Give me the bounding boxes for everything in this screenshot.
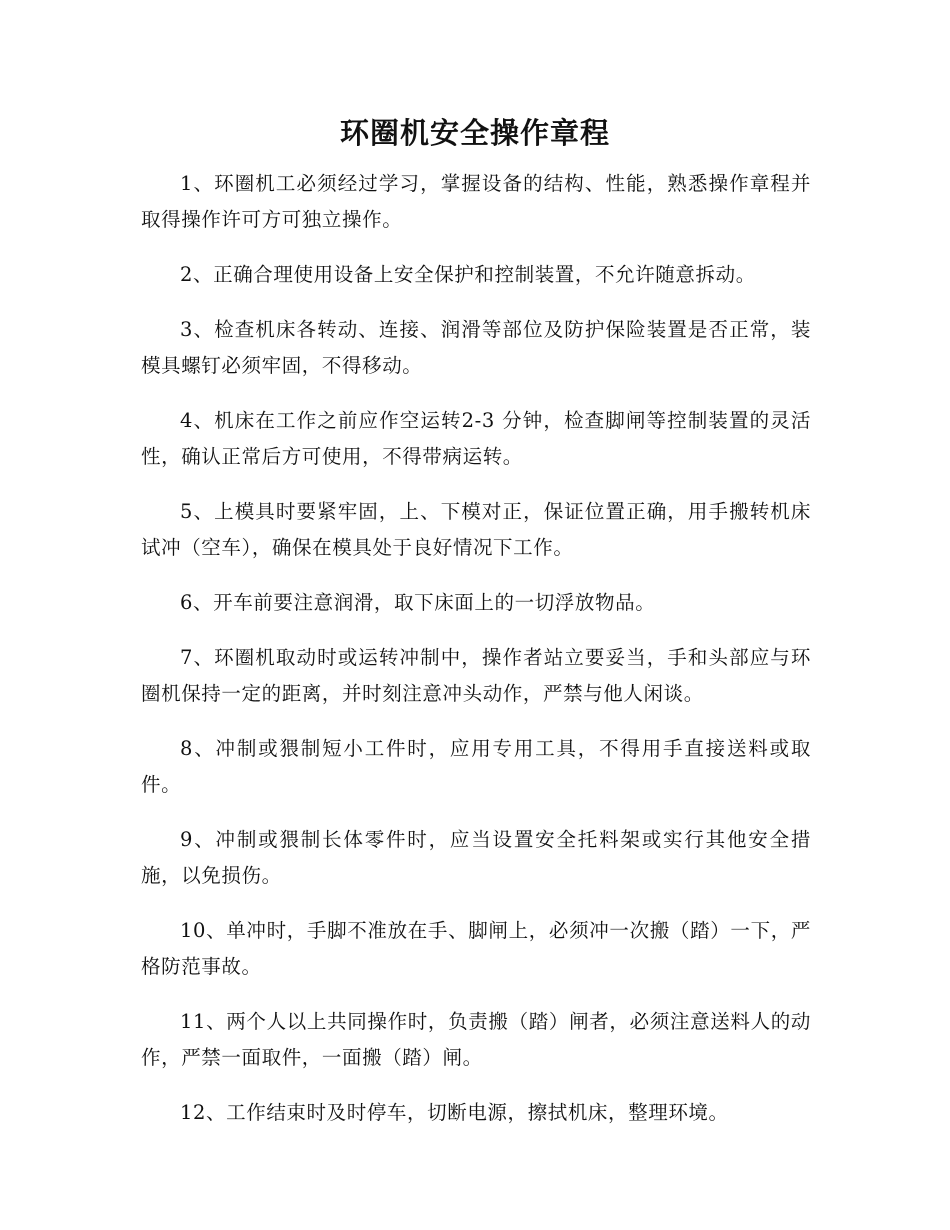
paragraph-5: 5、上模具时要紧牢固，上、下模对正，保证位置正确，用手搬转机床试冲（空车），确保在模具处于良好情况下工作。 bbox=[141, 500, 811, 559]
paragraph-12: 12、工作结束时及时停车，切断电源，擦拭机床，整理环境。 bbox=[180, 1101, 729, 1124]
paragraph-6: 6、开车前要注意润滑，取下床面上的一切浮放物品。 bbox=[180, 591, 656, 614]
paragraph-11: 11、两个人以上共同操作时，负责搬（踏）闸者，必须注意送料人的动作，严禁一面取件，一面搬（踏）闸。 bbox=[141, 1010, 811, 1069]
document-body bbox=[141, 166, 811, 1150]
paragraph-4: 4、机床在工作之前应作空运转2-3 分钟，检查脚闸等控制装置的灵活性，确认正常后方可使用，不得带病运转。 bbox=[141, 409, 811, 468]
paragraph-3: 3、检查机床各转动、连接、润滑等部位及防护保险装置是否正常，装模具螺钉必须牢固，不得移动。 bbox=[141, 318, 811, 377]
paragraph-9: 9、冲制或猥制长体零件时，应当设置安全托料架或实行其他安全措施，以免损伤。 bbox=[141, 828, 811, 887]
paragraph-8: 8、冲制或猥制短小工件时，应用专用工具，不得用手直接送料或取件。 bbox=[141, 737, 811, 796]
paragraph-7: 7、环圈机取动时或运转冲制中，操作者站立要妥当，手和头部应与环圈机保持一定的距离，并时刻注意冲头动作，严禁与他人闲谈。 bbox=[141, 646, 811, 705]
paragraph-1: 1、环圈机工必须经过学习，掌握设备的结构、性能，熟悉操作章程并取得操作许可方可独立操作。 bbox=[141, 172, 811, 231]
document-title: 环圈机安全操作章程 bbox=[339, 116, 610, 150]
paragraph-2: 2、正确合理使用设备上安全保护和控制装置，不允许随意拆动。 bbox=[180, 263, 756, 286]
paragraph-10: 10、单冲时，手脚不准放在手、脚闸上，必须冲一次搬（踏）一下，严格防范事故。 bbox=[141, 919, 811, 978]
